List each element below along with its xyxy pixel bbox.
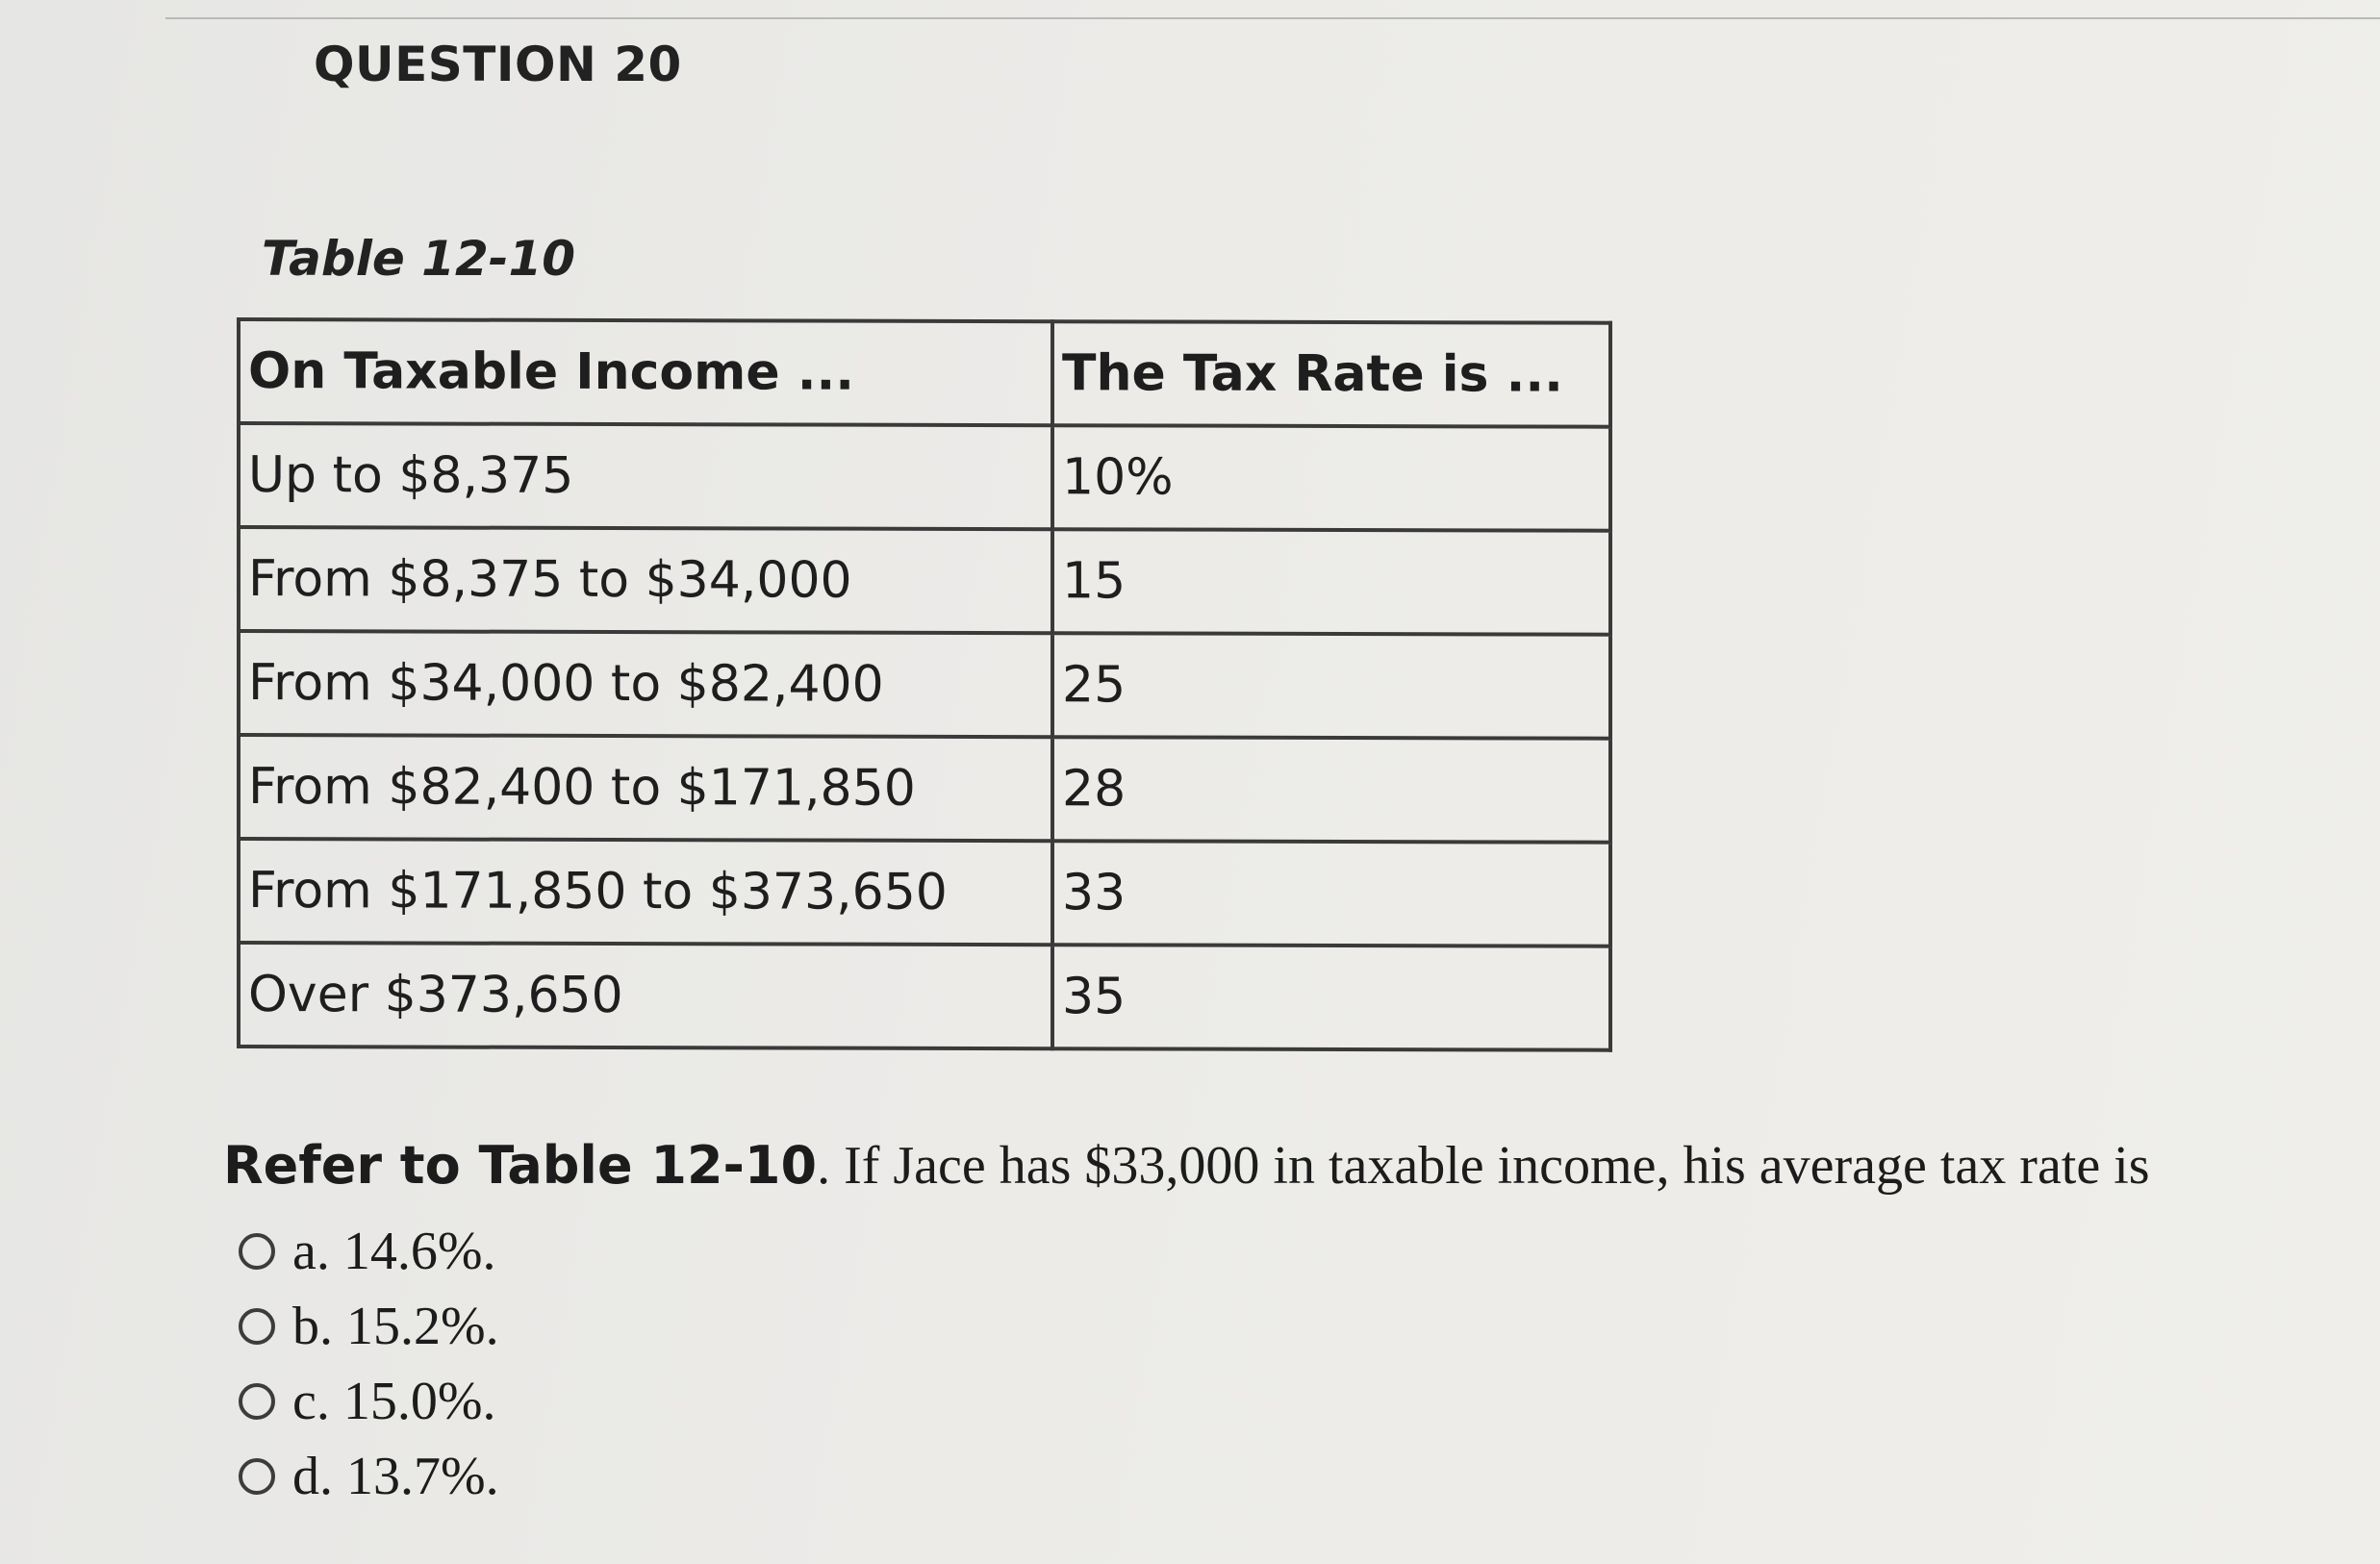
- table-row: [239, 423, 1610, 531]
- radio-button-c[interactable]: [239, 1383, 275, 1420]
- radio-button-a[interactable]: [239, 1233, 275, 1270]
- rate-cell: 35: [1052, 945, 1610, 1050]
- top-divider: [165, 17, 2380, 19]
- radio-button-b[interactable]: [239, 1308, 275, 1345]
- income-cell: From $8,375 to $34,000: [239, 527, 1052, 633]
- income-cell: From $34,000 to $82,400: [239, 631, 1052, 737]
- radio-button-d[interactable]: [239, 1458, 275, 1495]
- income-cell: Up to $8,375: [239, 423, 1052, 529]
- table-row: [239, 839, 1610, 946]
- header-taxable-income: On Taxable Income ...: [239, 319, 1052, 425]
- rate-cell: 33: [1052, 841, 1610, 946]
- question-title: QUESTION 20: [314, 37, 682, 92]
- table-reference: Refer to Table 12-10: [223, 1135, 818, 1196]
- rate-cell: 10%: [1052, 425, 1610, 531]
- income-cell: Over $373,650: [239, 943, 1052, 1048]
- answer-options: [239, 1214, 499, 1514]
- table-row: [239, 631, 1610, 739]
- income-cell: From $82,400 to $171,850: [239, 735, 1052, 841]
- question-body: . If Jace has $33,000 in taxable income, his average tax rate is: [817, 1136, 2150, 1196]
- table-caption: Table 12-10: [262, 231, 576, 287]
- header-tax-rate: The Tax Rate is ...: [1052, 321, 1610, 427]
- option-label: b. 15.2%.: [292, 1297, 499, 1356]
- tax-rate-table: [237, 317, 1612, 1052]
- table-row: [239, 527, 1610, 635]
- rate-cell: 25: [1052, 633, 1610, 739]
- answer-option-b[interactable]: [239, 1289, 499, 1364]
- question-prompt: [223, 1135, 2150, 1197]
- answer-option-a[interactable]: [239, 1214, 499, 1289]
- rate-cell: 28: [1052, 737, 1610, 843]
- option-label: c. 15.0%.: [292, 1372, 496, 1431]
- answer-option-d[interactable]: [239, 1439, 499, 1514]
- rate-cell: 15: [1052, 529, 1610, 635]
- income-cell: From $171,850 to $373,650: [239, 839, 1052, 945]
- option-label: d. 13.7%.: [292, 1447, 499, 1506]
- table-header-row: [239, 319, 1610, 427]
- table-row: [239, 943, 1610, 1050]
- answer-option-c[interactable]: [239, 1364, 499, 1439]
- option-label: a. 14.6%.: [292, 1222, 496, 1281]
- table-row: [239, 735, 1610, 843]
